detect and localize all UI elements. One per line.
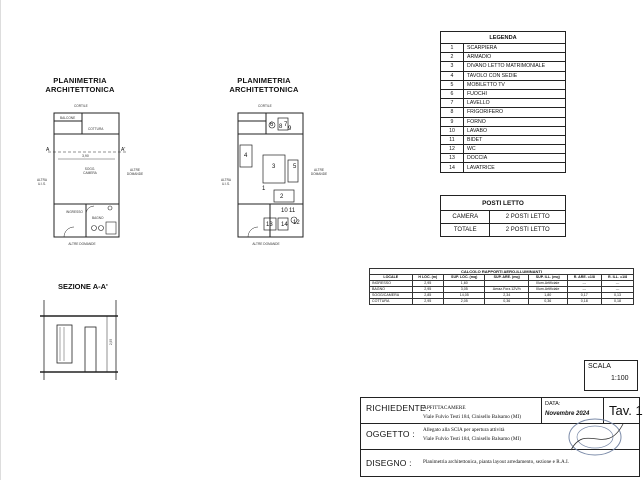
ratio-cell: 0,18 (602, 299, 634, 305)
left-side-label: ALTRA U.I.S. (36, 178, 48, 186)
beds-row (441, 224, 566, 237)
legend-number: 4 (441, 71, 464, 80)
legend-label: DOCCIA (464, 154, 566, 163)
ratio-cell: 0,36 (529, 299, 567, 305)
ratio-cell: 3,05 (444, 287, 485, 293)
legend-row (441, 108, 566, 117)
left-top-label: CORTILE (74, 104, 88, 108)
furniture-number: 3 (272, 164, 276, 170)
ratio-cell: 2,95 (412, 287, 443, 293)
section-marker-a2: A' (121, 147, 126, 153)
beds-table (440, 195, 566, 237)
ratio-header-cell: SUP. ARE. (mq) (485, 275, 529, 281)
legend-row (441, 126, 566, 135)
furniture-number: 4 (244, 153, 248, 159)
richiedente-address: Viale Fulvio Testi 184, Cinisello Balsamo (MI) (423, 414, 521, 420)
oggetto-line1: Allegato alla SCIA per apertura attività (423, 427, 505, 433)
legend-label: LAVABO (464, 126, 566, 135)
ratio-header-cell: R. ILL. =1/8 (602, 275, 634, 281)
legend-row (441, 62, 566, 71)
left-plan-title-line2: ARCHITETTONICA (45, 85, 115, 94)
legend-table (440, 31, 566, 173)
furniture-number: 7 (284, 122, 288, 128)
disegno-value: Planimetria architettonica, pianta layout arredamento, sezione e R.A.I. (423, 459, 570, 465)
legend-number: 11 (441, 135, 464, 144)
ratio-cell: 0,18 (567, 299, 602, 305)
ratio-header-cell: SUP. LOC. (mq) (444, 275, 485, 281)
ratio-header-cell: LOCALE (370, 275, 413, 281)
ratio-cell: Illum.Artificiale (529, 281, 567, 287)
ratio-cell: 1,80 (529, 293, 567, 299)
section-door (85, 327, 96, 372)
furniture-number: 10 (281, 208, 288, 214)
furniture-number: 8 (279, 124, 283, 130)
furniture-number: 9 (288, 126, 292, 132)
title-block (360, 397, 643, 477)
right-bottom-label: ALTRE DOMANDE (252, 242, 280, 246)
scale-box (584, 360, 638, 391)
legend-number: 10 (441, 126, 464, 135)
legend-label: FRIGORIFERO (464, 108, 566, 117)
tb-divider (541, 398, 542, 423)
ratio-cell: 2,34 (485, 293, 529, 299)
tav-label: Tav. 1 (609, 403, 643, 418)
ratio-cell: 2,95 (412, 281, 443, 287)
oggetto-label: OGGETTO : (366, 429, 415, 439)
data-value: Novembre 2024 (545, 411, 590, 417)
legend-label: DIVANO LETTO MATRIMONIALE (464, 62, 566, 71)
left-right-label: ALTRE DOMANDE (126, 168, 144, 176)
legend-label: WC (464, 145, 566, 154)
legend-row (441, 80, 566, 89)
legend-number: 13 (441, 154, 464, 163)
furniture-number: 13 (266, 222, 273, 228)
right-side-label: ALTRA U.I.S. (220, 178, 232, 186)
legend-row (441, 163, 566, 172)
legend-label: LAVATRICE (464, 163, 566, 172)
legend-label: SCARPIERA (464, 44, 566, 53)
ratio-cell: INGRESSO (370, 281, 413, 287)
legend-row (441, 117, 566, 126)
scale-label: SCALA (588, 363, 611, 370)
ratio-body (370, 281, 634, 305)
left-plan-title-line1: PLANIMETRIA (53, 76, 107, 85)
legend-number: 1 (441, 44, 464, 53)
legend-row (441, 145, 566, 154)
sheet-left-border (0, 0, 1, 480)
left-plan-dim-label: 3,90 (82, 154, 89, 158)
richiedente-label: RICHIEDENTE : (366, 403, 431, 413)
left-kitchen-label: COTTURA (88, 127, 104, 131)
furniture-number: 11 (289, 208, 296, 214)
ratio-cell: 14,05 (444, 293, 485, 299)
ratio-cell: --- (602, 287, 634, 293)
ratio-caption: CALCOLO RAPPORTI AERO-ILLUMINANTI (370, 269, 634, 275)
scale-value: 1:100 (611, 375, 629, 382)
furniture-number: 1 (262, 186, 266, 192)
legend-number: 8 (441, 108, 464, 117)
ratio-cell: --- (567, 287, 602, 293)
ratio-header-cell: SUP. ILL. (mq) (529, 275, 567, 281)
furniture-number: 2 (280, 194, 284, 200)
legend-header: LEGENDA (441, 32, 566, 44)
legend-body (441, 44, 566, 173)
beds-value: 2 POSTI LETTO (490, 211, 566, 224)
oggetto-line2: Viale Fulvio Testi 184, Cinisello Balsamo (MI) (423, 436, 521, 442)
left-entrance-label: INGRESSO (66, 210, 83, 214)
beds-header: POSTI LETTO (441, 196, 566, 211)
right-right-label: ALTRE DOMANDE (310, 168, 328, 176)
legend-number: 6 (441, 89, 464, 98)
furniture-number: 14 (281, 222, 288, 228)
ratio-cell: SOGG/CAMERA (370, 293, 413, 299)
beds-row (441, 211, 566, 224)
ratio-cell: 2,85 (412, 293, 443, 299)
disegno-label: DISEGNO : (366, 458, 412, 468)
legend-number: 2 (441, 53, 464, 62)
ratio-cell: --- (602, 281, 634, 287)
legend-row (441, 71, 566, 80)
legend-label: BIDET (464, 135, 566, 144)
section-title: SEZIONE A-A' (58, 282, 108, 291)
furniture-number: 6 (270, 122, 274, 128)
right-plan-title-line2: ARCHITETTONICA (229, 85, 299, 94)
ratio-cell: 0,17 (567, 293, 602, 299)
legend-number: 5 (441, 80, 464, 89)
legend-label: MOBILETTO TV (464, 80, 566, 89)
ratio-table (369, 268, 634, 305)
ratio-cell: 0,13 (602, 293, 634, 299)
legend-number: 12 (441, 145, 464, 154)
ratio-cell: Illum.Artificiale (529, 287, 567, 293)
legend-label: ARMADIO (464, 53, 566, 62)
ratio-cell: COTTURA (370, 299, 413, 305)
company-stamp (561, 412, 629, 462)
section-height-label: 2,95 (109, 338, 114, 346)
right-top-label: CORTILE (258, 104, 272, 108)
legend-label: TAVOLO CON SEDIE (464, 71, 566, 80)
legend-label: FORNO (464, 117, 566, 126)
left-bottom-label: ALTRE DOMANDE (68, 242, 96, 246)
legend-number: 3 (441, 62, 464, 71)
ratio-cell: 2,05 (444, 299, 485, 305)
left-bath-label: BAGNO (92, 216, 104, 220)
ratio-header-cell: H LOC. (m) (412, 275, 443, 281)
legend-row (441, 89, 566, 98)
legend-label: FUOCHI (464, 89, 566, 98)
furniture-number: 12 (293, 220, 300, 226)
beds-room: TOTALE (441, 224, 490, 237)
ratio-cell: 0,36 (485, 299, 529, 305)
richiedente-name: AFFITTACAMERE (423, 405, 466, 411)
ratio-cell: BAGNO (370, 287, 413, 293)
right-plan-title-line1: PLANIMETRIA (237, 76, 291, 85)
ratio-cell: --- (567, 281, 602, 287)
furniture-number: 5 (293, 164, 297, 170)
legend-label: LAVELLO (464, 99, 566, 108)
data-label: DATA: (545, 401, 561, 407)
beds-value: 2 POSTI LETTO (490, 224, 566, 237)
beds-room: CAMERA (441, 211, 490, 224)
legend-number: 14 (441, 163, 464, 172)
legend-row (441, 135, 566, 144)
ratio-header-cell: R. ARE. =1/8 (567, 275, 602, 281)
legend-row (441, 53, 566, 62)
legend-number: 7 (441, 99, 464, 108)
legend-row (441, 154, 566, 163)
left-balcony-label: BALCONE (60, 116, 76, 120)
ratio-cell: 1,60 (444, 281, 485, 287)
left-living-label: SOGG. CAMERA (83, 167, 97, 175)
ratio-cell: Aeraz.Forz.12V/h (485, 287, 529, 293)
ratio-cell: 2,95 (412, 299, 443, 305)
ratio-row (370, 299, 634, 305)
section-marker-a: A (46, 147, 50, 153)
legend-number: 9 (441, 117, 464, 126)
section-window (57, 325, 72, 363)
legend-row (441, 44, 566, 53)
legend-row (441, 99, 566, 108)
